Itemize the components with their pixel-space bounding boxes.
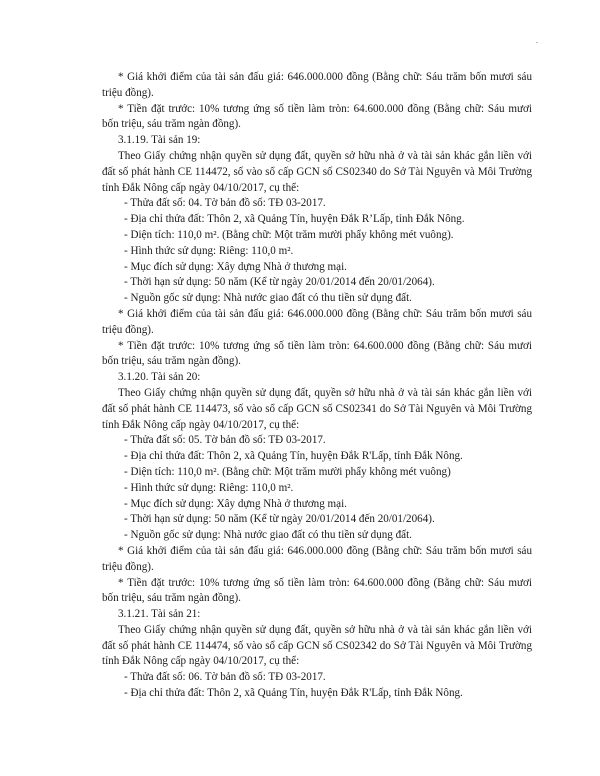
section-heading-20: 3.1.20. Tài sản 20: [118, 371, 201, 384]
parcel-address-item: - Địa chỉ thửa đất: Thôn 2, xã Quảng Tín, huyện Đắk R'Lấp, tỉnh Đắk Nông. [124, 450, 463, 463]
certificate-paragraph-19: Theo Giấy chứng nhận quyền sử dụng đất, quyền sở hữu nhà ở và tài sản khác gắn liền với đất số phát hành CE 114472, số vào sổ cấp GCN số CS02340 do Sở Tài Nguyên và Môi Trường tỉnh Đắk Nông cấp ngày 04/10/2017, cụ thể: [102, 149, 532, 194]
usage-origin-item: - Nguồn gốc sử dụng: Nhà nước giao đất có thu tiền sử dụng đất. [124, 292, 412, 305]
deposit-paragraph: * Tiền đặt trước: 10% tương ứng số tiền làm tròn: 64.600.000 đồng (Bằng chữ: Sáu mươi bốn triệu, sáu trăm ngàn đồng). [102, 339, 532, 368]
starting-price-paragraph: * Giá khởi điểm của tài sản đấu giá: 646.000.000 đồng (Bằng chữ: Sáu trăm bốn mươi sáu triệu đồng). [102, 71, 532, 99]
parcel-address-item: - Địa chỉ thửa đất: Thôn 2, xã Quảng Tín, huyện Đắk R'Lấp, tỉnh Đắk Nông. [124, 687, 463, 700]
starting-price-paragraph: * Giá khởi điểm của tài sản đấu giá: 646.000.000 đồng (Bằng chữ: Sáu trăm bốn mươi sáu triệu đồng). [102, 544, 532, 573]
usage-form-item: - Hình thức sử dụng: Riêng: 110,0 m². [124, 481, 294, 494]
usage-form-item: - Hình thức sử dụng: Riêng: 110,0 m². [124, 244, 294, 257]
starting-price-paragraph: * Giá khởi điểm của tài sản đấu giá: 646.000.000 đồng (Bằng chữ: Sáu trăm bốn mươi sáu triệu đồng). [102, 307, 532, 336]
usage-term-item: - Thời hạn sử dụng: 50 năm (Kể từ ngày 20/01/2014 đến 20/01/2064). [124, 276, 435, 289]
section-heading-19: 3.1.19. Tài sản 19: [118, 134, 201, 147]
document-body [102, 70, 532, 702]
certificate-paragraph-21: Theo Giấy chứng nhận quyền sử dụng đất, quyền sở hữu nhà ở và tài sản khác gắn liền với đất số phát hành CE 114474, số vào sổ cấp GCN số CS02342 do Sở Tài Nguyên và Môi Trường tỉnh Đắk Nông cấp ngày 04/10/2017, cụ thể: [102, 623, 532, 668]
area-item: - Diện tích: 110,0 m². (Bằng chữ: Một trăm mười phẩy không mét vuông) [124, 465, 451, 478]
certificate-paragraph-20: Theo Giấy chứng nhận quyền sử dụng đất, quyền sở hữu nhà ở và tài sản khác gắn liền với đất số phát hành CE 114473, số vào sổ cấp GCN số CS02341 do Sở Tài Nguyên và Môi Trường tỉnh Đắk Nông cấp ngày 04/10/2017, cụ thể: [102, 386, 532, 431]
usage-purpose-item: - Mục đích sử dụng: Xây dựng Nhà ở thương mại. [124, 497, 347, 510]
area-item: - Diện tích: 110,0 m². (Bằng chữ: Một trăm mười phẩy không mét vuông). [124, 228, 454, 241]
deposit-paragraph: * Tiền đặt trước: 10% tương ứng số tiền làm tròn: 64.600.000 đồng (Bằng chữ: Sáu mươi bốn triệu, sáu trăm ngàn đồng). [102, 576, 532, 605]
deposit-paragraph: * Tiền đặt trước: 10% tương ứng số tiền làm tròn: 64.600.000 đồng (Bằng chữ: Sáu mươi bốn triệu, sáu trăm ngàn đồng). [102, 102, 532, 131]
usage-origin-item: - Nguồn gốc sử dụng: Nhà nước giao đất có thu tiền sử dụng đất. [124, 529, 412, 542]
parcel-number-item: - Thửa đất số: 05. Tờ bản đồ số: TĐ 03-2017. [124, 434, 326, 447]
usage-purpose-item: - Mục đích sử dụng: Xây dựng Nhà ở thương mại. [124, 260, 347, 273]
parcel-number-item: - Thửa đất số: 04. Tờ bản đồ số: TĐ 03-2017. [124, 197, 326, 210]
section-heading-21: 3.1.21. Tài sản 21: [118, 608, 201, 621]
corner-mark: - [535, 38, 538, 46]
usage-term-item: - Thời hạn sử dụng: 50 năm (Kể từ ngày 20/01/2014 đến 20/01/2064). [124, 513, 435, 526]
parcel-address-item: - Địa chỉ thửa đất: Thôn 2, xã Quảng Tín, huyện Đắk R’Lấp, tỉnh Đắk Nông. [124, 213, 465, 226]
parcel-number-item: - Thửa đất số: 06. Tờ bản đồ số: TĐ 03-2017. [124, 671, 326, 684]
